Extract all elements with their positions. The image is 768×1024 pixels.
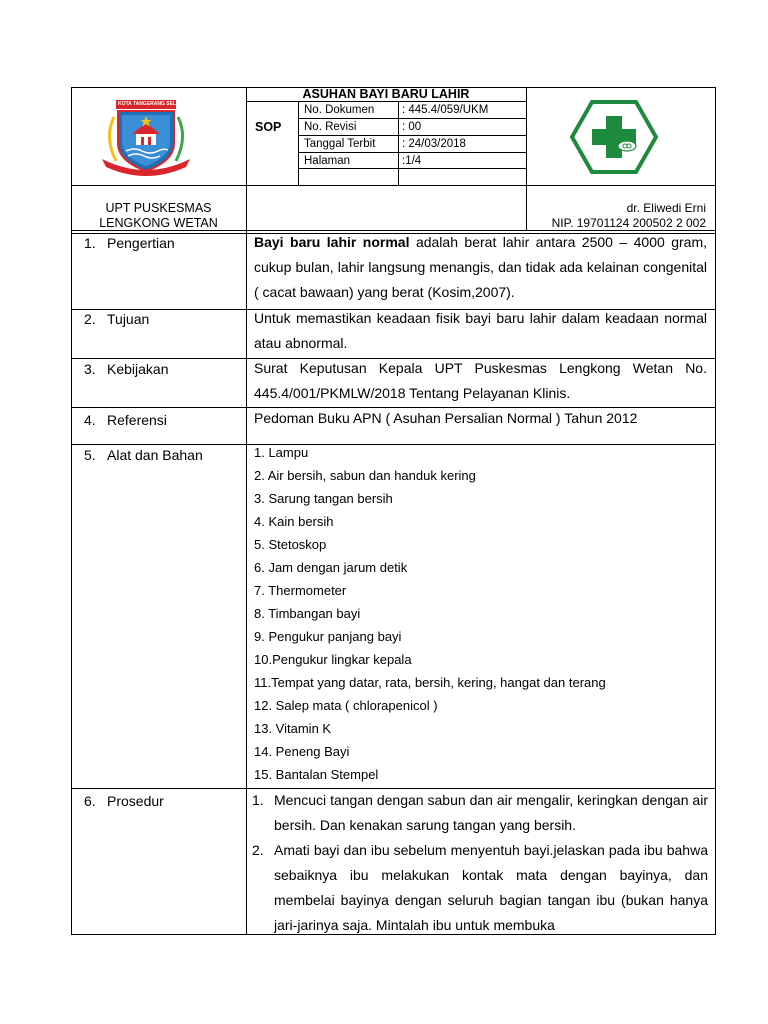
meta-label-halaman: Halaman [304, 155, 351, 167]
puskesmas-logo [570, 100, 658, 174]
section-number: 6. [84, 793, 96, 809]
meta-col-divider [398, 101, 399, 185]
meta-row-line [298, 135, 526, 136]
signer-name: dr. Eliwedi Erni [626, 201, 706, 215]
section-label-referensi: Referensi [107, 412, 167, 428]
section-label-kebijakan: Kebijakan [107, 361, 169, 377]
header-bottom-line [71, 185, 716, 186]
emblem-banner-text: KOTA TANGERANG SELATAN [118, 101, 190, 107]
procedure-step: Mencuci tangan dengan sabun dan air mengalir, keringkan dengan air bersih. Dan kenakan sarung tangan yang bersih. [274, 792, 708, 833]
org-name-line1: UPT PUSKESMAS [105, 201, 212, 215]
meta-value-tanggal: : 24/03/2018 [402, 138, 466, 150]
list-item: 13. Vitamin K [254, 721, 332, 736]
section-number: 1. [84, 235, 96, 251]
kebijakan-text: Surat Keputusan Kepala UPT Puskesmas Lengkong Wetan No. 445.4/001/PKMLW/2018 Tentang Pelayanan Klinis. [254, 360, 707, 401]
meta-row-line [298, 168, 526, 169]
list-item: 9. Pengukur panjang bayi [254, 629, 402, 644]
section-number: 3. [84, 361, 96, 377]
section-label-tujuan: Tujuan [107, 311, 150, 327]
procedure-number: 2. [252, 842, 264, 858]
frame-bottom-line [71, 934, 716, 935]
meta-label-revisi: No. Revisi [304, 121, 357, 133]
meta-value-halaman: :1/4 [402, 155, 422, 167]
procedure-number: 1. [252, 792, 264, 808]
meta-label-tanggal: Tanggal Terbit [304, 138, 376, 150]
list-item: 11.Tempat yang datar, rata, bersih, kering, hangat dan terang [254, 675, 606, 690]
list-item: 6. Jam dengan jarum detik [254, 560, 408, 575]
list-item: 15. Bantalan Stempel [254, 767, 379, 782]
meta-row-line [298, 152, 526, 153]
list-item: 10.Pengukur lingkar kepala [254, 652, 412, 667]
meta-label-dokumen: No. Dokumen [304, 104, 375, 116]
list-item: 7. Thermometer [254, 583, 347, 598]
signer-nip: NIP. 19701124 200502 2 002 [551, 216, 706, 230]
tujuan-text: Untuk memastikan keadaan fisik bayi baru lahir dalam keadaan normal atau abnormal. [254, 310, 707, 351]
section-number: 4. [84, 412, 96, 428]
org-name-line2: LENGKONG WETAN [99, 216, 218, 230]
referensi-text: Pedoman Buku APN ( Asuhan Persalian Normal ) Tahun 2012 [254, 410, 638, 426]
list-item: 5. Stetoskop [254, 537, 327, 552]
document-title: ASUHAN BAYI BARU LAHIR [302, 87, 470, 101]
list-item: 1. Lampu [254, 445, 309, 460]
pengertian-body: adalah berat lahir antara 2500 – 4000 gram, cukup bulan, lahir langsung menangis, dan tidak ada kelainan congenital ( cacat bawaan) yang berat (Kosim,2007). [254, 234, 707, 300]
section-separator [71, 444, 716, 445]
section-number: 2. [84, 311, 96, 327]
section-number: 5. [84, 447, 96, 463]
list-item: 8. Timbangan bayi [254, 606, 361, 621]
pengertian-text [254, 230, 707, 305]
list-item: 14. Peneng Bayi [254, 744, 350, 759]
procedure-step: Amati bayi dan ibu sebelum menyentuh bayi.jelaskan pada ibu bahwa sebaiknya ibu melakukan kontak mata dengan bayinya, dan membelai bayinya dengan seluruh bagian tangan ibu (bukan hanya jari-jarinya saja. Mintalah ibu untuk membuka [274, 842, 708, 933]
list-item: 2. Air bersih, sabun dan handuk kering [254, 468, 476, 483]
meta-value-revisi: : 00 [402, 121, 422, 133]
meta-value-dokumen: : 445.4/059/UKM [402, 104, 489, 116]
list-item: 12. Salep mata ( chlorapenicol ) [254, 698, 438, 713]
section-label-prosedur: Prosedur [107, 793, 164, 809]
list-item: 3. Sarung tangan bersih [254, 491, 393, 506]
sop-divider [298, 101, 299, 185]
pengertian-bold-lead: Bayi baru lahir normal [254, 234, 410, 250]
list-item: 4. Kain bersih [254, 514, 334, 529]
column-divider [246, 87, 247, 935]
sop-label: SOP [255, 120, 282, 134]
meta-row-line [298, 118, 526, 119]
section-label-pengertian: Pengertian [107, 235, 175, 251]
frame-right-line [715, 87, 716, 935]
section-label-alat-bahan: Alat dan Bahan [107, 447, 203, 463]
title-underline [246, 101, 526, 102]
city-emblem-logo [96, 97, 196, 179]
